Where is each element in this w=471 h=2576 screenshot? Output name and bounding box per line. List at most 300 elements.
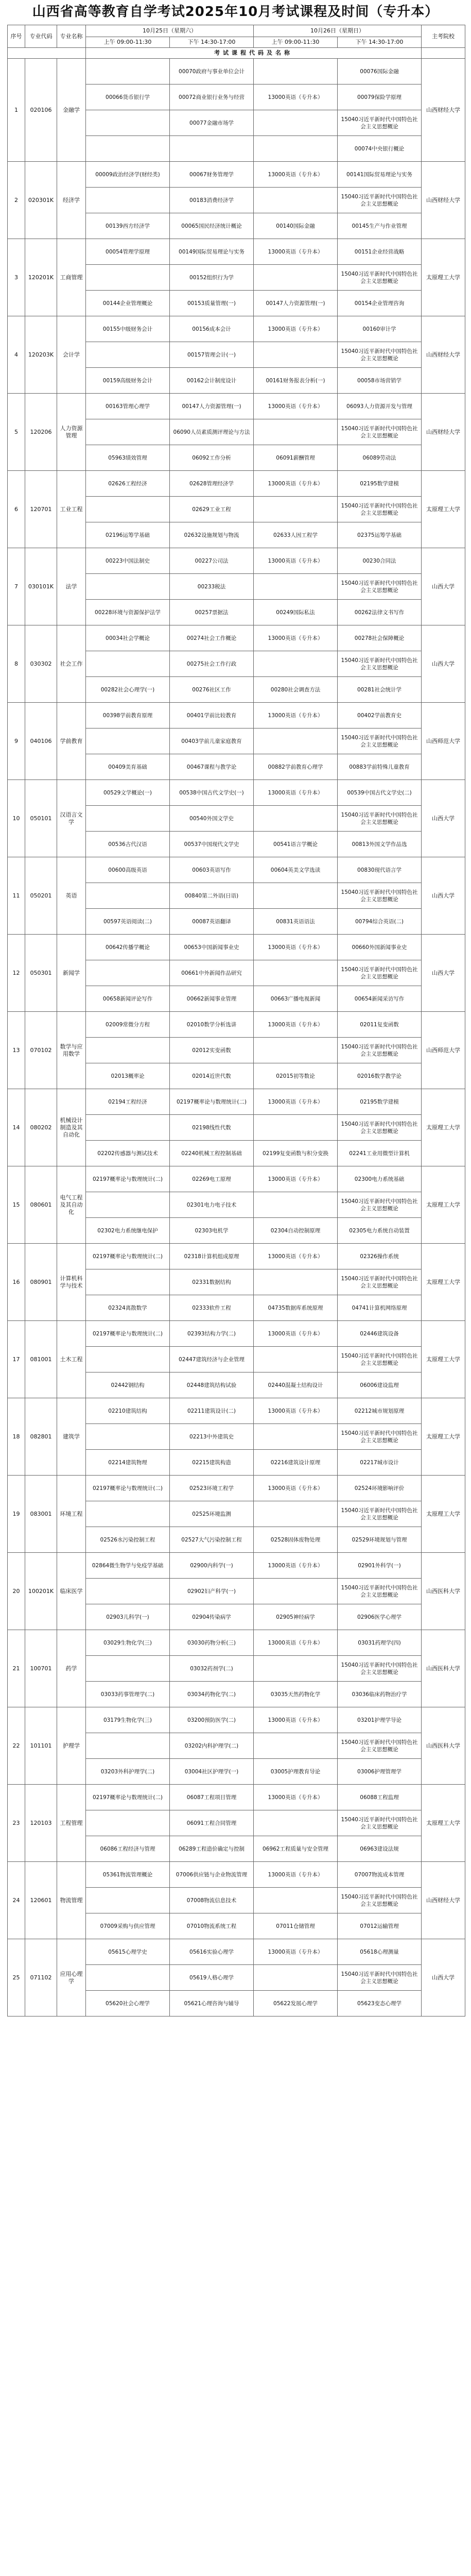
code-cell: 120203K <box>25 316 57 394</box>
seq-cell: 18 <box>8 1398 25 1476</box>
course-cell: 00149国际贸易理论与实务 <box>170 239 254 265</box>
course-cell: 02215建筑构造 <box>170 1450 254 1476</box>
course-cell: 03004社区护理学(一) <box>170 1759 254 1785</box>
course-cell: 13000英语（专升本） <box>254 162 338 188</box>
school-cell: 山西大学 <box>422 857 465 935</box>
code-cell: 120601 <box>25 1862 57 1939</box>
course-cell: 02326操作系统 <box>338 1244 422 1269</box>
major-name-cell: 药学 <box>57 1630 86 1707</box>
course-cell <box>254 1115 338 1141</box>
course-cell: 00537中国现代文学史 <box>170 832 254 857</box>
course-cell: 02446建筑设备 <box>338 1321 422 1347</box>
course-cell: 00139西方经济学 <box>86 213 170 239</box>
course-cell: 00257票据法 <box>170 600 254 625</box>
course-cell: 00087英语翻译 <box>170 909 254 935</box>
school-cell: 山西大学 <box>422 548 465 625</box>
course-cell: 13000英语（专升本） <box>254 84 338 110</box>
major-name-cell: 英语 <box>57 857 86 935</box>
course-cell: 13000英语（专升本） <box>254 548 338 574</box>
course-cell: 02626工程经济 <box>86 471 170 497</box>
course-cell: 02197概率论与数理统计(二) <box>86 1476 170 1501</box>
course-cell: 02196运筹学基础 <box>86 522 170 548</box>
major-name-cell: 物流管理 <box>57 1862 86 1939</box>
course-cell <box>254 59 338 84</box>
major-name-cell: 计算机科学与技术 <box>57 1244 86 1321</box>
course-cell: 00658新闻评论写作 <box>86 986 170 1012</box>
course-cell: 07006供应链与企业物流管理 <box>170 1862 254 1888</box>
course-cell: 00282社会心理学(一) <box>86 677 170 703</box>
course-cell <box>254 1888 338 1913</box>
seq-cell: 23 <box>8 1785 25 1862</box>
header-course-caption: 考试课程代码及名称 <box>86 48 422 59</box>
table-row <box>8 1089 465 1115</box>
course-cell: 00223中国法制史 <box>86 548 170 574</box>
major-name-cell: 临床医学 <box>57 1553 86 1630</box>
course-cell: 02331数据结构 <box>170 1269 254 1295</box>
course-cell: 02447建筑经济与企业管理 <box>170 1347 254 1372</box>
school-cell: 山西财经大学 <box>422 1862 465 1939</box>
course-cell: 03202内科护理学(二) <box>170 1733 254 1759</box>
course-cell: 02211建筑设计(二) <box>170 1398 254 1424</box>
course-cell: 15040习近平新时代中国特色社会主义思想概论 <box>338 419 422 445</box>
course-cell: 06289工程造价确定与控制 <box>170 1836 254 1862</box>
course-cell <box>254 1656 338 1682</box>
course-cell <box>254 110 338 136</box>
course-cell: 13000英语（专升本） <box>254 1398 338 1424</box>
course-cell: 00275社会工作行政 <box>170 651 254 677</box>
course-cell: 06086工程经济与管理 <box>86 1836 170 1862</box>
course-cell: 00642传播学概论 <box>86 935 170 960</box>
course-cell: 00058市场营销学 <box>338 368 422 394</box>
table-row <box>8 1166 465 1192</box>
course-cell: 02900内科学(一) <box>170 1553 254 1579</box>
course-cell: 15040习近平新时代中国特色社会主义思想概论 <box>338 1115 422 1141</box>
course-cell: 06962工程质量与安全管理 <box>254 1836 338 1862</box>
course-cell: 02214建筑物理 <box>86 1450 170 1476</box>
course-cell: 13000英语（专升本） <box>254 935 338 960</box>
course-cell: 00147人力资源管理(一) <box>254 291 338 316</box>
course-cell: 00163管理心理学 <box>86 394 170 419</box>
school-cell: 山西医科大学 <box>422 1553 465 1630</box>
code-cell: 020301K <box>25 162 57 239</box>
table-row <box>8 1630 465 1656</box>
course-cell: 15040习近平新时代中国特色社会主义思想概论 <box>338 960 422 986</box>
course-cell: 02523环境工程学 <box>170 1476 254 1501</box>
course-cell: 03031药理学(四) <box>338 1630 422 1656</box>
course-cell: 13000英语（专升本） <box>254 625 338 651</box>
course-cell: 00541语言学概论 <box>254 832 338 857</box>
major-name-cell: 经济学 <box>57 162 86 239</box>
course-cell: 06006建设监理 <box>338 1372 422 1398</box>
course-cell: 00600高级英语 <box>86 857 170 883</box>
course-cell: 02303电机学 <box>170 1218 254 1244</box>
table-row <box>8 162 465 188</box>
course-cell: 02525环境监测 <box>170 1501 254 1527</box>
major-name-cell: 金融学 <box>57 59 86 162</box>
major-name-cell: 建筑学 <box>57 1398 86 1476</box>
course-cell: 06089劳动法 <box>338 445 422 471</box>
code-cell: 082801 <box>25 1398 57 1476</box>
school-cell: 太原理工大学 <box>422 1244 465 1321</box>
course-cell <box>86 1424 170 1450</box>
course-cell: 00144企业管理概论 <box>86 291 170 316</box>
course-cell: 00831英语语法 <box>254 909 338 935</box>
course-cell: 02014近世代数 <box>170 1063 254 1089</box>
course-cell: 05618心理测量 <box>338 1939 422 1965</box>
course-cell <box>254 883 338 909</box>
course-cell <box>170 136 254 162</box>
course-cell: 00603英语写作 <box>170 857 254 883</box>
course-cell: 00070政府与事业单位会计 <box>170 59 254 84</box>
course-cell: 00141国际贸易理论与实务 <box>338 162 422 188</box>
table-row <box>8 1707 465 1733</box>
code-cell: 101101 <box>25 1707 57 1785</box>
major-name-cell: 环境工程 <box>57 1476 86 1553</box>
seq-cell: 14 <box>8 1089 25 1166</box>
school-cell: 太原理工大学 <box>422 1398 465 1476</box>
seq-cell: 8 <box>8 625 25 703</box>
course-cell: 03034药物化学(二) <box>170 1682 254 1707</box>
course-cell <box>86 728 170 754</box>
course-cell: 07011仓储管理 <box>254 1913 338 1939</box>
course-cell: 02197概率论与数理统计(二) <box>86 1785 170 1810</box>
course-cell: 02305电力系统自动装置 <box>338 1218 422 1244</box>
course-cell: 02448建筑结构试验 <box>170 1372 254 1398</box>
school-cell: 太原理工大学 <box>422 1785 465 1862</box>
major-name-cell: 新闻学 <box>57 935 86 1012</box>
course-cell <box>254 1501 338 1527</box>
course-cell: 02197概率论与数理统计(二) <box>86 1244 170 1269</box>
header-slot-3: 上午 09:00-11:30 <box>254 37 338 48</box>
course-cell <box>254 1810 338 1836</box>
course-cell: 15040习近平新时代中国特色社会主义思想概论 <box>338 1038 422 1063</box>
course-cell <box>86 883 170 909</box>
major-name-cell: 工商管理 <box>57 239 86 316</box>
seq-cell: 6 <box>8 471 25 548</box>
course-cell: 15040习近平新时代中国特色社会主义思想概论 <box>338 1579 422 1604</box>
code-cell: 050201 <box>25 857 57 935</box>
code-cell: 050101 <box>25 780 57 857</box>
course-cell <box>254 1192 338 1218</box>
course-cell <box>254 1347 338 1372</box>
school-cell: 山西大学 <box>422 625 465 703</box>
course-cell: 00054管理学原理 <box>86 239 170 265</box>
header-code: 专业代码 <box>25 25 57 48</box>
course-cell: 03036临床药物治疗学 <box>338 1682 422 1707</box>
course-cell <box>86 342 170 368</box>
course-cell: 05620社会心理学 <box>86 1991 170 2016</box>
course-cell: 00467课程与教学论 <box>170 754 254 780</box>
major-name-cell: 人力资源管理 <box>57 394 86 471</box>
course-cell: 02904传染病学 <box>170 1604 254 1630</box>
seq-cell: 2 <box>8 162 25 239</box>
table-row <box>8 239 465 265</box>
table-row <box>8 316 465 342</box>
course-cell: 13000英语（专升本） <box>254 1476 338 1501</box>
course-cell <box>254 265 338 291</box>
schedule-table-wrap <box>7 25 465 2016</box>
major-name-cell: 应用心理学 <box>57 1939 86 2016</box>
course-cell: 02210建筑结构 <box>86 1398 170 1424</box>
course-cell: 15040习近平新时代中国特色社会主义思想概论 <box>338 1965 422 1991</box>
course-cell: 03203外科护理学(二) <box>86 1759 170 1785</box>
course-cell: 00883学前特殊儿童教育 <box>338 754 422 780</box>
course-cell: 03200预防医学(二) <box>170 1707 254 1733</box>
course-cell: 15040习近平新时代中国特色社会主义思想概论 <box>338 1192 422 1218</box>
course-cell: 06087工程项目管理 <box>170 1785 254 1810</box>
course-cell <box>86 1656 170 1682</box>
table-row <box>8 1939 465 1965</box>
course-cell: 00249国际私法 <box>254 600 338 625</box>
course-cell <box>254 574 338 600</box>
header-blank-right <box>422 48 465 59</box>
course-cell: 15040习近平新时代中国特色社会主义思想概论 <box>338 1810 422 1836</box>
course-cell: 00529文学概论(一) <box>86 780 170 806</box>
course-cell: 00154企业管理咨询 <box>338 291 422 316</box>
schedule-body <box>8 59 465 2016</box>
header-name: 专业名称 <box>57 25 86 48</box>
course-cell: 15040习近平新时代中国特色社会主义思想概论 <box>338 1888 422 1913</box>
course-cell: 00661中外新闻作品研究 <box>170 960 254 986</box>
course-cell: 02901外科学(一) <box>338 1553 422 1579</box>
course-cell: 13000英语（专升本） <box>254 1707 338 1733</box>
header-slot-4: 下午 14:30-17:00 <box>338 37 422 48</box>
course-cell <box>86 265 170 291</box>
course-cell: 05621心理咨询与辅导 <box>170 1991 254 2016</box>
code-cell: 100201K <box>25 1553 57 1630</box>
school-cell: 山西师范大学 <box>422 1012 465 1089</box>
course-cell: 00009政治经济学(财经类) <box>86 162 170 188</box>
course-cell: 07009采购与供应管理 <box>86 1913 170 1939</box>
course-cell <box>254 188 338 213</box>
course-cell: 06092工作分析 <box>170 445 254 471</box>
course-cell: 02013概率论 <box>86 1063 170 1089</box>
table-row <box>8 59 465 84</box>
course-cell: 00663广播电视新闻 <box>254 986 338 1012</box>
course-cell: 00153质量管理(一) <box>170 291 254 316</box>
course-cell: 00077金融市场学 <box>170 110 254 136</box>
course-cell: 00227公司法 <box>170 548 254 574</box>
seq-cell: 11 <box>8 857 25 935</box>
course-cell: 13000英语（专升本） <box>254 1862 338 1888</box>
course-cell: 00183消费经济学 <box>170 188 254 213</box>
course-cell <box>86 1888 170 1913</box>
course-cell: 00262法律文书写作 <box>338 600 422 625</box>
course-cell: 05619人格心理学 <box>170 1965 254 1991</box>
course-cell: 02202传感器与测试技术 <box>86 1141 170 1166</box>
course-cell: 02197概率论与数理统计(二) <box>86 1321 170 1347</box>
course-cell: 00145生产与作业管理 <box>338 213 422 239</box>
course-cell: 00662新闻事业管理 <box>170 986 254 1012</box>
course-cell: 00653中国新闻事业史 <box>170 935 254 960</box>
seq-cell: 22 <box>8 1707 25 1785</box>
course-cell: 02629工业工程 <box>170 497 254 522</box>
course-cell: 00402学前教育史 <box>338 703 422 728</box>
course-cell: 03035天然药物化学 <box>254 1682 338 1707</box>
course-cell <box>86 59 170 84</box>
course-cell <box>86 806 170 832</box>
course-cell <box>254 1733 338 1759</box>
course-cell <box>254 960 338 986</box>
course-cell: 02015初等数论 <box>254 1063 338 1089</box>
school-cell: 山西师范大学 <box>422 703 465 780</box>
header-blank <box>8 48 86 59</box>
course-cell: 07008物流信息技术 <box>170 1888 254 1913</box>
course-cell <box>86 1965 170 1991</box>
course-cell: 04741计算机网络原理 <box>338 1295 422 1321</box>
course-cell <box>86 960 170 986</box>
course-cell: 02324离散数学 <box>86 1295 170 1321</box>
school-cell: 山西财经大学 <box>422 394 465 471</box>
seq-cell: 10 <box>8 780 25 857</box>
course-cell: 00162会计制度设计 <box>170 368 254 394</box>
course-cell: 06091工程合同管理 <box>170 1810 254 1836</box>
table-row <box>8 1244 465 1269</box>
course-cell: 00140国际金融 <box>254 213 338 239</box>
course-cell <box>86 497 170 522</box>
seq-cell: 21 <box>8 1630 25 1707</box>
course-cell: 00278社会保障概论 <box>338 625 422 651</box>
course-cell: 02269电工原理 <box>170 1166 254 1192</box>
course-cell <box>254 136 338 162</box>
course-cell: 15040习近平新时代中国特色社会主义思想概论 <box>338 1656 422 1682</box>
course-cell: 02527大气污染控制工程 <box>170 1527 254 1553</box>
course-cell <box>86 1115 170 1141</box>
seq-cell: 3 <box>8 239 25 316</box>
course-cell: 00230合同法 <box>338 548 422 574</box>
course-cell: 00403学前儿童家庭教育 <box>170 728 254 754</box>
course-cell: 00539中国古代文学史(二) <box>338 780 422 806</box>
course-cell: 00660外国新闻事业史 <box>338 935 422 960</box>
seq-cell: 1 <box>8 59 25 162</box>
course-cell: 13000英语（专升本） <box>254 703 338 728</box>
course-cell: 02526水污染控制工程 <box>86 1527 170 1553</box>
table-row <box>8 1321 465 1347</box>
course-cell: 15040习近平新时代中国特色社会主义思想概论 <box>338 342 422 368</box>
major-name-cell: 社会工作 <box>57 625 86 703</box>
course-cell: 00034社会学概论 <box>86 625 170 651</box>
table-row <box>8 625 465 651</box>
course-cell: 00151企业经营战略 <box>338 239 422 265</box>
seq-cell: 12 <box>8 935 25 1012</box>
table-row <box>8 1012 465 1038</box>
code-cell: 081001 <box>25 1321 57 1398</box>
course-cell: 02302电力系统继电保护 <box>86 1218 170 1244</box>
seq-cell: 24 <box>8 1862 25 1939</box>
code-cell: 080202 <box>25 1089 57 1166</box>
course-cell: 00597英语阅读(二) <box>86 909 170 935</box>
course-cell: 00074中央银行概论 <box>338 136 422 162</box>
course-cell: 00161财务报表分析(一) <box>254 368 338 394</box>
course-cell: 13000英语（专升本） <box>254 239 338 265</box>
seq-cell: 13 <box>8 1012 25 1089</box>
seq-cell: 5 <box>8 394 25 471</box>
course-cell <box>86 1192 170 1218</box>
course-cell: 15040习近平新时代中国特色社会主义思想概论 <box>338 1347 422 1372</box>
course-cell: 02198线性代数 <box>170 1115 254 1141</box>
school-cell: 太原理工大学 <box>422 471 465 548</box>
course-cell: 00155中级财务会计 <box>86 316 170 342</box>
course-cell: 15040习近平新时代中国特色社会主义思想概论 <box>338 806 422 832</box>
course-cell: 15040习近平新时代中国特色社会主义思想概论 <box>338 1424 422 1450</box>
code-cell: 070102 <box>25 1012 57 1089</box>
school-cell: 太原理工大学 <box>422 1089 465 1166</box>
course-cell <box>254 1579 338 1604</box>
course-cell: 00160审计学 <box>338 316 422 342</box>
course-cell: 03033药事管理学(二) <box>86 1682 170 1707</box>
course-cell: 06093人力资源开发与管理 <box>338 394 422 419</box>
course-cell: 00813外国文学作品选 <box>338 832 422 857</box>
course-cell: 00540外国文学史 <box>170 806 254 832</box>
code-cell: 100701 <box>25 1630 57 1707</box>
major-name-cell: 工业工程 <box>57 471 86 548</box>
course-cell: 02012实变函数 <box>170 1038 254 1063</box>
course-cell: 13000英语（专升本） <box>254 316 338 342</box>
school-cell: 山西医科大学 <box>422 1707 465 1785</box>
course-cell: 13000英语（专升本） <box>254 1630 338 1656</box>
course-cell <box>86 574 170 600</box>
course-cell: 13000英语（专升本） <box>254 1012 338 1038</box>
course-cell: 02195数学建模 <box>338 471 422 497</box>
course-cell: 05622发展心理学 <box>254 1991 338 2016</box>
course-cell: 06091薪酬管理 <box>254 445 338 471</box>
course-cell <box>254 651 338 677</box>
course-cell: 05615心理学史 <box>86 1939 170 1965</box>
course-cell: 02241工业用微型计算机 <box>338 1141 422 1166</box>
code-cell: 120701 <box>25 471 57 548</box>
course-cell: 15040习近平新时代中国特色社会主义思想概论 <box>338 110 422 136</box>
course-cell: 03032药剂学(二) <box>170 1656 254 1682</box>
course-cell: 02529环境规划与管理 <box>338 1527 422 1553</box>
course-cell: 03179生物化学(三) <box>86 1707 170 1733</box>
seq-cell: 17 <box>8 1321 25 1398</box>
course-cell: 02902妇产科学(一) <box>170 1579 254 1604</box>
major-name-cell: 工程管理 <box>57 1785 86 1862</box>
code-cell: 071102 <box>25 1939 57 2016</box>
course-cell: 02212城市规划原理 <box>338 1398 422 1424</box>
code-cell: 030101K <box>25 548 57 625</box>
seq-cell: 25 <box>8 1939 25 2016</box>
course-cell: 13000英语（专升本） <box>254 1089 338 1115</box>
schedule-table <box>7 25 465 2016</box>
table-row <box>8 471 465 497</box>
course-cell <box>254 1424 338 1450</box>
course-cell: 02628管理经济学 <box>170 471 254 497</box>
course-cell: 02864微生物学与免疫学基础 <box>86 1553 170 1579</box>
course-cell <box>86 1347 170 1372</box>
course-cell <box>86 188 170 213</box>
course-cell <box>254 728 338 754</box>
course-cell: 00228环境与资源保护法学 <box>86 600 170 625</box>
course-cell <box>254 497 338 522</box>
code-cell: 083001 <box>25 1476 57 1553</box>
school-cell: 山西大学 <box>422 780 465 857</box>
school-cell: 山西财经大学 <box>422 316 465 394</box>
course-cell: 02197概率论与数理统计(二) <box>170 1089 254 1115</box>
course-cell: 00066货币银行学 <box>86 84 170 110</box>
course-cell: 02199复变函数与积分变换 <box>254 1141 338 1166</box>
code-cell: 040106 <box>25 703 57 780</box>
course-cell: 00830现代语言学 <box>338 857 422 883</box>
course-cell <box>254 1269 338 1295</box>
code-cell: 080901 <box>25 1244 57 1321</box>
course-cell: 00072商业银行业务与经营 <box>170 84 254 110</box>
course-cell: 13000英语（专升本） <box>254 1939 338 1965</box>
course-cell: 02632设施规划与物流 <box>170 522 254 548</box>
course-cell: 02333软件工程 <box>170 1295 254 1321</box>
course-cell: 00067财务管理学 <box>170 162 254 188</box>
course-cell: 02301电力电子技术 <box>170 1192 254 1218</box>
